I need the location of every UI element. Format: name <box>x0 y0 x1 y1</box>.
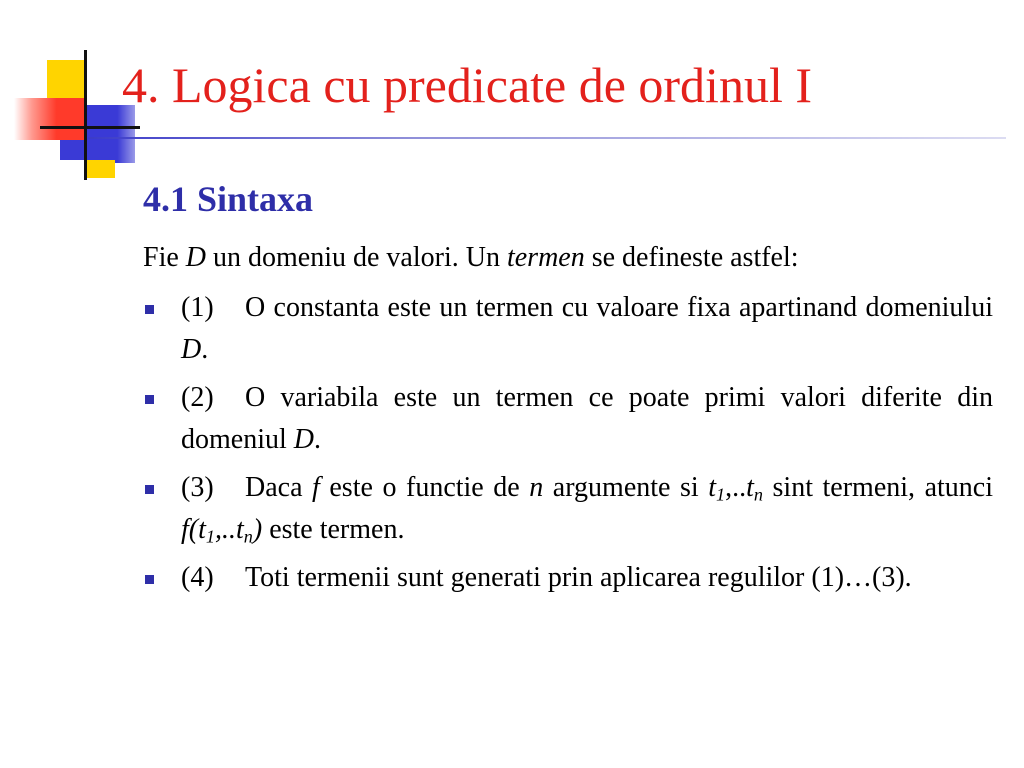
square-bullet-icon <box>145 305 154 314</box>
list-item <box>143 467 993 551</box>
square-bullet-icon <box>145 395 154 404</box>
function-application: f(t <box>181 514 206 545</box>
item-text: Toti termenii sunt generati prin aplicarea regulilor (1)…(3). <box>245 562 912 593</box>
square-bullet-icon <box>145 575 154 584</box>
domain-symbol: D <box>181 334 202 365</box>
item-text: . <box>201 334 209 365</box>
term-subscript: n <box>753 484 763 505</box>
intro-text: Fie <box>143 242 186 273</box>
title-divider <box>88 137 1006 139</box>
item-number: (2) <box>181 382 214 413</box>
item-text: ,.. <box>725 472 747 503</box>
arity-symbol: n <box>529 472 544 503</box>
item-text: este o functie de <box>319 472 530 503</box>
list-item <box>143 557 993 599</box>
function-symbol: f <box>312 472 320 503</box>
list-item <box>143 287 993 371</box>
deco-horizontal-line <box>40 126 140 129</box>
intro-domain-symbol: D <box>185 242 207 273</box>
term-subscript: n <box>243 526 253 547</box>
function-application: ,..t <box>214 514 244 545</box>
term-symbol: t <box>708 472 716 503</box>
section-heading: 4.1 Sintaxa <box>143 179 314 219</box>
intro-termen-word: termen <box>506 242 585 273</box>
deco-vertical-line <box>84 50 87 180</box>
function-application: ) <box>252 514 263 545</box>
item-number: (4) <box>181 562 214 593</box>
item-text: sint termeni, atunci <box>762 472 993 503</box>
item-number: (3) <box>181 472 214 503</box>
square-bullet-icon <box>145 485 154 494</box>
intro-text: un domeniu de valori. Un <box>206 242 507 273</box>
list-item <box>143 377 993 461</box>
deco-blue-small-square <box>60 140 85 160</box>
deco-red-square <box>14 98 85 140</box>
item-text: Daca <box>245 472 313 503</box>
item-text: . <box>314 424 321 455</box>
item-text: O variabila este un termen ce poate primi valori diferite din domeniul <box>181 382 993 455</box>
definition-list <box>143 287 993 605</box>
page-title: 4. Logica cu predicate de ordinul I <box>122 57 812 113</box>
item-text: este termen. <box>262 514 405 545</box>
term-subscript: 1 <box>205 526 215 547</box>
deco-yellow-square <box>47 60 85 98</box>
intro-text: se defineste astfel: <box>584 242 799 273</box>
term-subscript: 1 <box>716 484 726 505</box>
item-text: argumente si <box>543 472 709 503</box>
deco-yellow-square-bottom <box>85 160 115 178</box>
intro-paragraph <box>143 240 799 276</box>
item-text: O constanta este un termen cu valoare fixa apartinand domeniului <box>245 292 993 323</box>
term-symbol: t <box>746 472 754 503</box>
item-number: (1) <box>181 292 214 323</box>
domain-symbol: D <box>293 424 314 455</box>
